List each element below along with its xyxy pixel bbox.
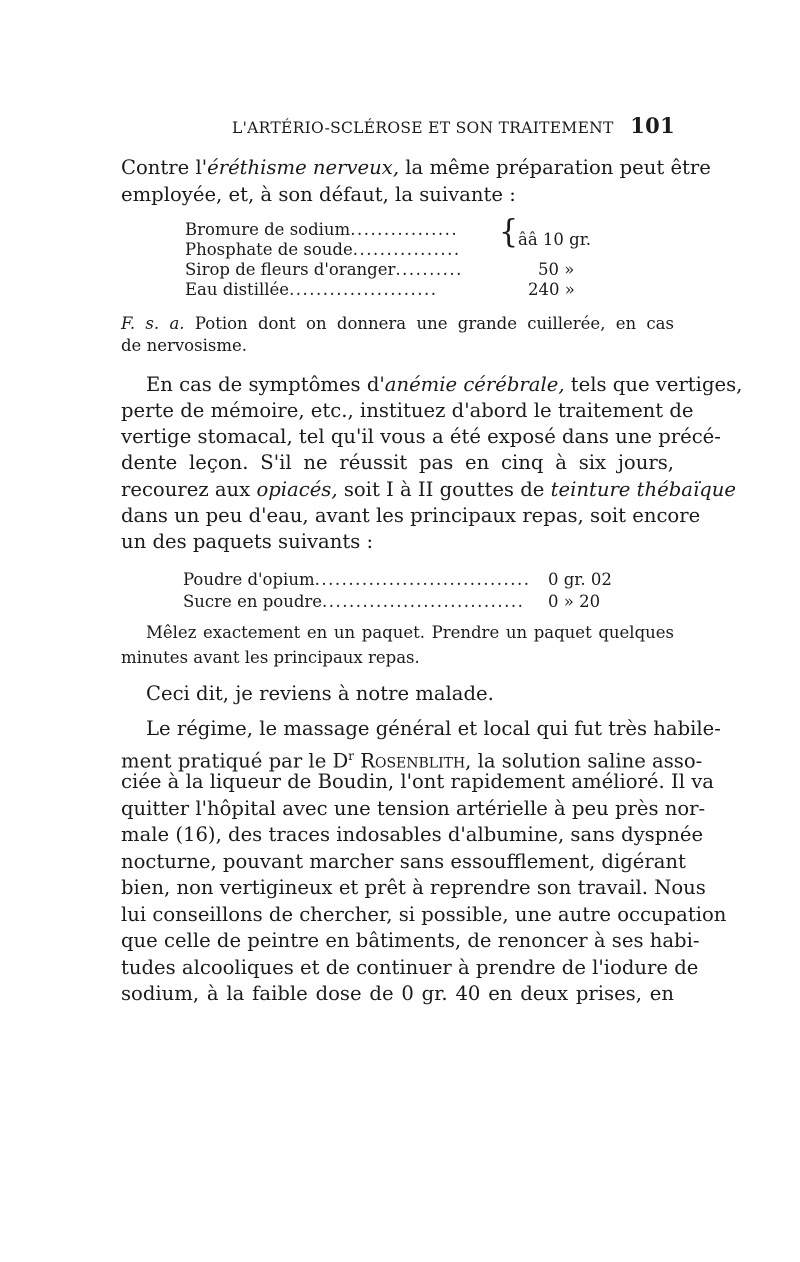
rx1-item-4-qty: 240 » xyxy=(528,280,575,299)
running-head xyxy=(232,113,675,141)
para5-line5: male (16), des traces indosables d'albumine, sans dyspnée xyxy=(121,823,704,846)
para5-line4: quitter l'hôpital avec une tension artérielle à peu près nor- xyxy=(121,797,706,820)
rx2-item-2: Sucre en poudre.............................. xyxy=(183,592,525,611)
para5-line2: ment pratiqué par le $D^r$ Rosenblith, la solution saline asso- xyxy=(121,749,703,773)
rx1-brace-qty: ââ 10 gr. xyxy=(518,230,592,249)
rx1-item-4: Eau distillée...................... xyxy=(185,280,438,299)
para5-line10: tudes alcooliques et de continuer à prendre de l'iodure de xyxy=(121,956,699,979)
rx1-item-2: Phosphate de soude................ xyxy=(185,240,461,259)
para5-line11: sodium, à la faible dose de 0 gr. 40 en deux prises, en xyxy=(121,982,674,1005)
para5-line3: ciée à la liqueur de Boudin, l'ont rapidement amélioré. Il va xyxy=(121,770,714,793)
para2-line2: perte de mémoire, etc., instituez d'abord le traitement de xyxy=(121,399,694,422)
para5-line8: lui conseillons de chercher, si possible, une autre occupation xyxy=(121,903,727,926)
para4-line1: Ceci dit, je reviens à notre malade. xyxy=(146,682,494,705)
para5-line7: bien, non vertigineux et prêt à reprendre son travail. Nous xyxy=(121,876,706,899)
para3-line1: Mêlez exactement en un paquet. Prendre un paquet quelques xyxy=(146,623,674,642)
para2-line6: dans un peu d'eau, avant les principaux repas, soit encore xyxy=(121,504,701,527)
rx1-item-3-qty: 50 » xyxy=(538,260,575,279)
para2-line1: En cas de symptômes d'anémie cérébrale, tels que vertiges, xyxy=(146,373,743,396)
para1-line1: Contre l'éréthisme nerveux, la même préparation peut être xyxy=(121,156,711,179)
page-number: 101 xyxy=(630,113,675,138)
para3-line2: minutes avant les principaux repas. xyxy=(121,648,420,667)
rx1-item-1: Bromure de sodium................ xyxy=(185,220,459,239)
rx2-item-1: Poudre d'opium................................ xyxy=(183,570,531,589)
brace-icon: { xyxy=(499,214,519,251)
para2-line4: dente leçon. S'il ne réussit pas en cinq à six jours, xyxy=(121,451,674,474)
para5-line1: Le régime, le massage général et local qui fut très habile- xyxy=(146,717,721,740)
fsa-line2: de nervosisme. xyxy=(121,336,247,355)
para5-line6: nocturne, pouvant marcher sans essoufflement, digérant xyxy=(121,850,686,873)
para2-line7: un des paquets suivants : xyxy=(121,530,374,553)
para2-line5: recourez aux opiacés, soit I à II gouttes de teinture thébaïque xyxy=(121,478,736,501)
para2-line3: vertige stomacal, tel qu'il vous a été exposé dans une précé- xyxy=(121,425,721,448)
fsa-line1: F. s. a. Potion dont on donnera une grande cuillerée, en cas xyxy=(121,314,674,333)
running-title: L'ARTÉRIO-SCLÉROSE ET SON TRAITEMENT xyxy=(232,119,614,137)
para1-line2: employée, et, à son défaut, la suivante : xyxy=(121,183,516,206)
para5-line9: que celle de peintre en bâtiments, de renoncer à ses habi- xyxy=(121,929,700,952)
rx2-item-2-qty: 0 » 20 xyxy=(548,592,601,611)
rx1-item-3: Sirop de fleurs d'oranger.......... xyxy=(185,260,463,279)
rx2-item-1-qty: 0 gr. 02 xyxy=(548,570,612,589)
